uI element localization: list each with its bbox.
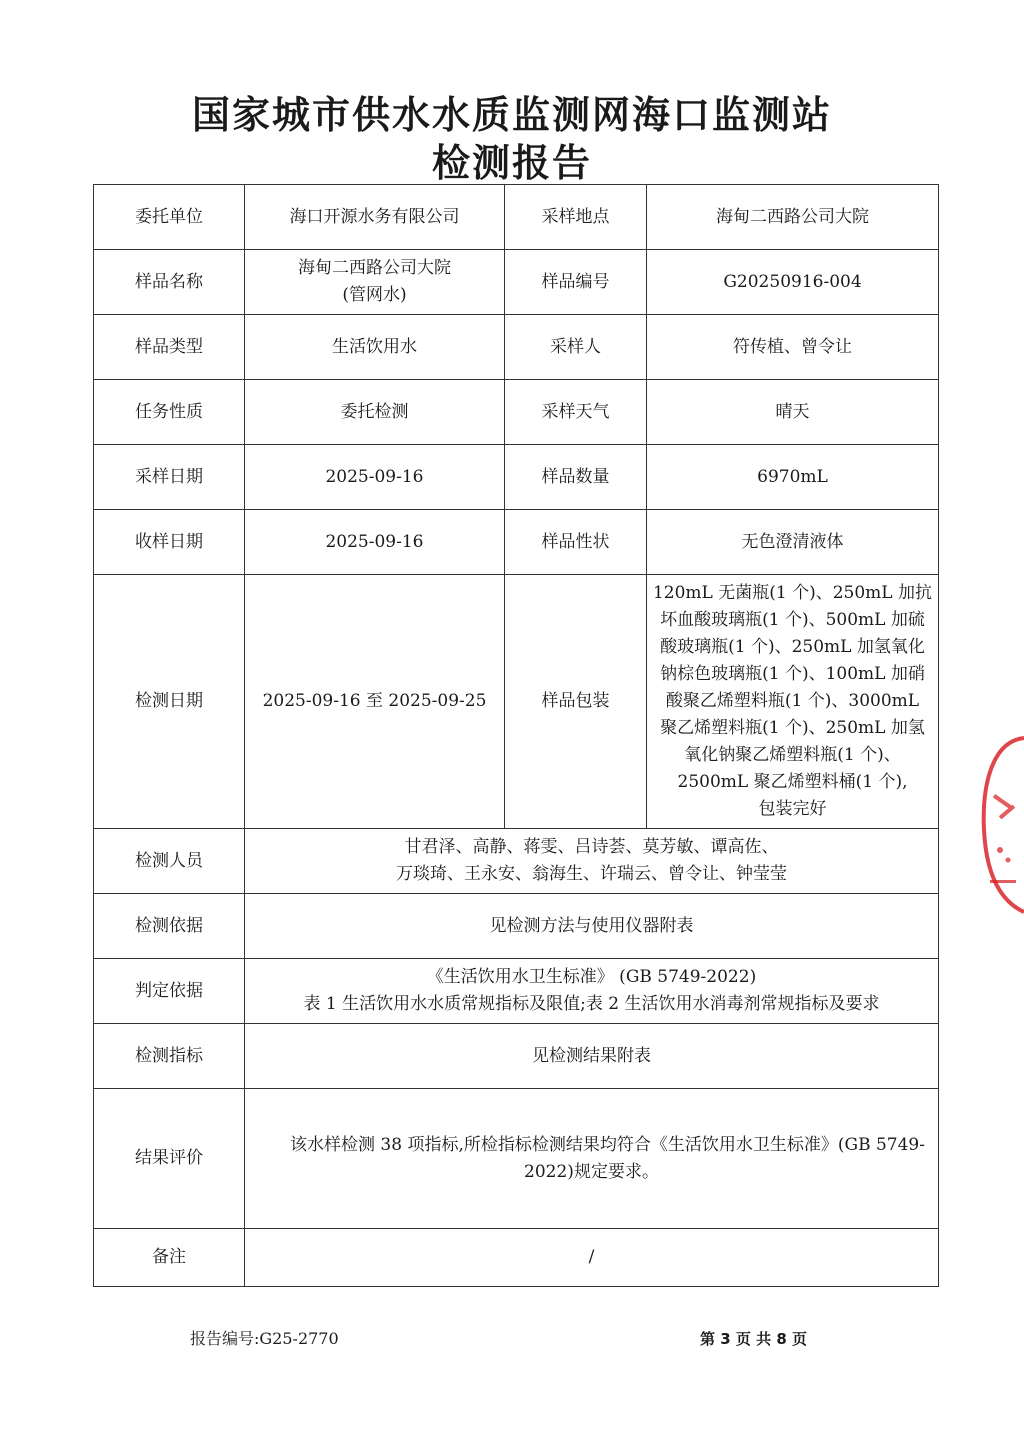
packaging-line: 聚乙烯塑料瓶(1 个)、250mL 加氢	[660, 718, 925, 738]
table-row	[94, 829, 939, 894]
official-seal-stamp	[978, 730, 1024, 920]
packaging-line: 包装完好	[758, 799, 827, 819]
judgement-label: 判定依据	[94, 959, 245, 1024]
packaging-label: 样品包装	[505, 575, 647, 829]
receive-date-value: 2025-09-16	[245, 510, 505, 575]
packaging-line: 酸聚乙烯塑料瓶(1 个)、3000mL	[665, 691, 920, 711]
appearance-value: 无色澄清液体	[647, 510, 939, 575]
sample-name-label: 样品名称	[94, 250, 245, 315]
staff-line2: 万琰琦、王永安、翁海生、许瑞云、曾令让、钟莹莹	[396, 864, 787, 884]
sample-name-line2: (管网水)	[342, 285, 407, 305]
appearance-label: 样品性状	[505, 510, 647, 575]
weather-value: 晴天	[647, 380, 939, 445]
remarks-value: /	[245, 1229, 939, 1287]
report-number: 报告编号:G25-2770	[190, 1329, 339, 1348]
table-row	[94, 959, 939, 1024]
judgement-line2: 表 1 生活饮用水水质常规指标及限值;表 2 生活饮用水消毒剂常规指标及要求	[303, 994, 880, 1014]
sample-type-value: 生活饮用水	[245, 315, 505, 380]
table-row	[94, 250, 939, 315]
packaging-value	[647, 575, 939, 829]
indicators-label: 检测指标	[94, 1024, 245, 1089]
site-label: 采样地点	[505, 185, 647, 250]
receive-date-label: 收样日期	[94, 510, 245, 575]
task-value: 委托检测	[245, 380, 505, 445]
sample-name-line1: 海甸二西路公司大院	[298, 258, 451, 278]
staff-value	[245, 829, 939, 894]
packaging-line: 酸玻璃瓶(1 个)、250mL 加氢氧化	[660, 637, 925, 657]
report-title-line2: 检测报告	[431, 141, 592, 185]
site-value: 海甸二西路公司大院	[647, 185, 939, 250]
quantity-label: 样品数量	[505, 445, 647, 510]
staff-label: 检测人员	[94, 829, 245, 894]
evaluation-value: 该水样检测 38 项指标,所检指标检测结果均符合《生活饮用水卫生标准》(GB 5749-2022)规定要求。	[245, 1089, 939, 1229]
table-row	[94, 1089, 939, 1229]
evaluation-label: 结果评价	[94, 1089, 245, 1229]
packaging-line: 2500mL 聚乙烯塑料桶(1 个),	[677, 772, 908, 792]
table-row	[94, 315, 939, 380]
packaging-line: 钠棕色玻璃瓶(1 个)、100mL 加硝	[660, 664, 925, 684]
sample-type-label: 样品类型	[94, 315, 245, 380]
quantity-value: 6970mL	[647, 445, 939, 510]
report-title-line1: 国家城市供水水质监测网海口监测站	[191, 93, 832, 137]
test-date-value: 2025-09-16 至 2025-09-25	[245, 575, 505, 829]
table-row	[94, 380, 939, 445]
report-table	[93, 184, 939, 1287]
indicators-value: 见检测结果附表	[245, 1024, 939, 1089]
basis-value: 见检测方法与使用仪器附表	[245, 894, 939, 959]
sampling-date-value: 2025-09-16	[245, 445, 505, 510]
page-indicator: 第 3 页 共 8 页	[700, 1330, 807, 1348]
client-value: 海口开源水务有限公司	[245, 185, 505, 250]
sample-name-value	[245, 250, 505, 315]
table-row	[94, 1229, 939, 1287]
remarks-label: 备注	[94, 1229, 245, 1287]
weather-label: 采样天气	[505, 380, 647, 445]
table-row	[94, 1024, 939, 1089]
packaging-line: 120mL 无菌瓶(1 个)、250mL 加抗	[652, 583, 932, 603]
sampler-value: 符传植、曾令让	[647, 315, 939, 380]
table-row	[94, 575, 939, 829]
table-row	[94, 185, 939, 250]
task-label: 任务性质	[94, 380, 245, 445]
basis-label: 检测依据	[94, 894, 245, 959]
judgement-value	[245, 959, 939, 1024]
sampling-date-label: 采样日期	[94, 445, 245, 510]
sample-no-label: 样品编号	[505, 250, 647, 315]
table-row	[94, 894, 939, 959]
judgement-line1: 《生活饮用水卫生标准》 (GB 5749-2022)	[426, 967, 757, 987]
client-label: 委托单位	[94, 185, 245, 250]
table-row	[94, 445, 939, 510]
table-row	[94, 510, 939, 575]
sampler-label: 采样人	[505, 315, 647, 380]
packaging-line: 坏血酸玻璃瓶(1 个)、500mL 加硫	[660, 610, 925, 630]
staff-line1: 甘君泽、高静、蒋雯、吕诗荟、莫芳敏、谭高佐、	[404, 837, 779, 857]
test-date-label: 检测日期	[94, 575, 245, 829]
sample-no-value: G20250916-004	[647, 250, 939, 315]
packaging-line: 氧化钠聚乙烯塑料瓶(1 个)、	[684, 745, 901, 765]
